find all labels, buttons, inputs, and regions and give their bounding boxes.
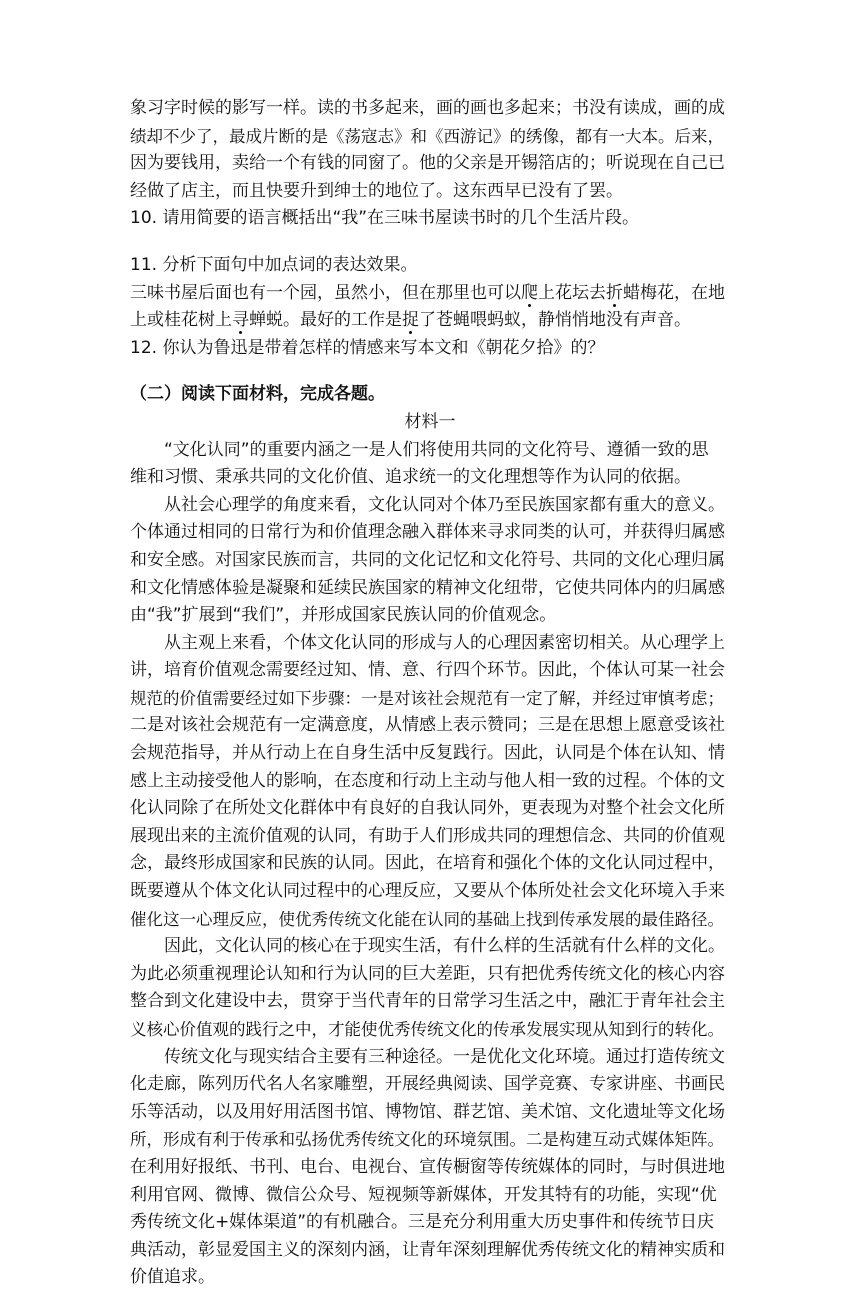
text-line: 化走廊，陈列历代名人名家雕塑，开展经典阅读、国学竞赛、专家讲座、书画民: [130, 1074, 725, 1095]
page-content: [130, 95, 730, 1292]
quote-text: 了苍蝇喂蚂蚁，静悄悄地没有声音。: [419, 310, 691, 331]
text-line: 乐等活动，以及用好用活图书馆、博物馆、群艺馆、美术馆、文化遗址等文化场: [130, 1101, 725, 1122]
text-line: 典活动，彰显爱国主义的深刻内涵，让青年深刻理解优秀传统文化的精神实质和: [130, 1239, 725, 1260]
text-line: 个体通过相同的日常行为和价值理念融入群体来寻求同类的认可，并获得归属感: [130, 522, 725, 543]
quote-text: 上花坛去: [538, 282, 606, 303]
material-title: 材料一: [404, 411, 456, 432]
text-line: 为此必须重视理论认知和行为认同的巨大差距，只有把优秀传统文化的核心内容: [130, 963, 725, 984]
dotted-word: 寻: [232, 310, 249, 331]
question-11-quote-line-2: [130, 307, 730, 335]
text-line: 因此，文化认同的核心在于现实生活，有什么样的生活就有什么样的文化。: [164, 936, 725, 957]
text-line: 在利用好报纸、书刊、电台、电视台、宣传橱窗等传统媒体的同时，与时俱进地: [130, 1156, 725, 1177]
text-line: 讲，培育价值观念需要经过知、情、意、行四个环节。因此，个体认可某一社会: [130, 660, 725, 681]
question-11-quote-line-1: [130, 280, 730, 308]
paragraph-3: [130, 630, 730, 934]
quote-text: 三味书屋后面也有一个园，虽然小，但在那里也可以: [130, 282, 521, 303]
text-line: 价值追求。: [130, 1267, 215, 1288]
text-line: 规范的价值需要经过如下步骤：一是对该社会规范有一定了解，并经过审慎考虑；: [130, 688, 724, 708]
text-line: 义核心价值观的践行之中，才能使优秀传统文化的传承发展实现从知到行的转化。: [130, 1020, 724, 1039]
text-line: “文化认同”的重要内涵之一是人们将使用共同的文化符号、遵循一致的思: [164, 439, 709, 460]
text-line: 和文化情感体验是凝聚和延续民族国家的精神文化纽带，它使共同体内的归属感: [130, 577, 725, 598]
text-line: 因为要钱用，卖给一个有钱的同窗了。他的父亲是开锡箔店的；听说现在自己已: [130, 153, 725, 174]
text-line: 经做了店主，而且快要升到绅士的地位了。这东西早已没有了罢。: [130, 180, 623, 201]
text-line: 所，形成有利于传承和弘扬优秀传统文化的环境氛围。二是构建互动式媒体矩阵。: [130, 1130, 724, 1150]
text-line: 展现出来的主流价值观的认同，有助于人们形成共同的理想信念、共同的价值观: [130, 825, 725, 846]
text-line: 秀传统文化+媒体渠道”的有机融合。三是充分利用重大历史事件和传统节日庆: [130, 1212, 715, 1233]
dotted-word: 捉: [402, 310, 419, 331]
text-line: 象习字时候的影写一样。读的书多起来，画的画也多起来；书没有读成，画的成: [130, 98, 725, 118]
excerpt-tail: [130, 95, 730, 205]
text-line: 和安全感。对国家民族而言，共同的文化记忆和文化符号、共同的文化心理归属: [130, 549, 725, 570]
text-line: 维和习惯、秉承共同的文化价值、追求统一的文化理想等作为认同的依据。: [130, 467, 691, 488]
text-line: 整合到文化建设中去，贯穿于当代青年的日常学习生活之中，融汇于青年社会主: [130, 991, 725, 1012]
paragraph-4: [130, 933, 730, 1043]
quote-text: 蜡梅花，在地: [623, 282, 725, 303]
paragraph-5: [130, 1044, 730, 1292]
question-12: 12. 你认为鲁迅是带着怎样的情感来写本文和《朝花夕拾》的？: [130, 337, 605, 358]
quote-text: 蝉蜕。最好的工作是: [249, 310, 402, 331]
text-line: 由“我”扩展到“我们”，并形成国家民族认同的价值观念。: [130, 605, 557, 626]
quote-text: 上或桂花树上: [130, 310, 232, 331]
question-11: 11. 分析下面句中加点词的表达效果。: [130, 254, 418, 275]
paragraph-2: [130, 492, 730, 630]
text-line: 二是对该社会规范有一定满意度，从情感上表示赞同；三是在思想上愿意受该社: [130, 715, 725, 736]
text-line: 传统文化与现实结合主要有三种途径。一是优化文化环境。通过打造传统文: [164, 1046, 725, 1067]
paragraph-1: [130, 437, 730, 492]
text-line: 既要遵从个体文化认同过程中的心理反应，又要从个体所处社会文化环境入手来: [130, 881, 725, 902]
text-line: 念，最终形成国家和民族的认同。因此，在培育和强化个体的文化认同过程中，: [130, 853, 725, 874]
text-line: 从社会心理学的角度来看，文化认同对个体乃至民族国家都有重大的意义。: [164, 494, 725, 515]
text-line: 利用官网、微博、微信公众号、短视频等新媒体，开发其特有的功能，实现“优: [130, 1184, 717, 1205]
text-line: 绩却不少了，最成片断的是《荡寇志》和《西游记》的绣像，都有一大本。后来，: [130, 126, 724, 146]
text-line: 会规范指导，并从行动上在自身生活中反复践行。因此，认同是个体在认知、情: [130, 743, 725, 764]
answer-space: [130, 233, 730, 252]
question-10: 10. 请用简要的语言概括出“我”在三味书屋读书时的几个生活片段。: [130, 208, 640, 229]
dotted-word: 折: [606, 282, 623, 303]
section-heading: （二）阅读下面材料，完成各题。: [130, 384, 385, 405]
text-line: 化认同除了在所处文化群体中有良好的自我认同外，更表现为对整个社会文化所: [130, 798, 725, 819]
answer-space: [130, 362, 730, 381]
text-line: 感上主动接受他人的影响，在态度和行动上主动与他人相一致的过程。个体的文: [130, 770, 725, 791]
dotted-word: 爬: [521, 282, 538, 303]
text-line: 从主观上来看，个体文化认同的形成与人的心理因素密切相关。从心理学上: [164, 632, 725, 653]
text-line: 催化这一心理反应，使优秀传统文化能在认同的基础上找到传承发展的最佳路径。: [130, 909, 724, 929]
